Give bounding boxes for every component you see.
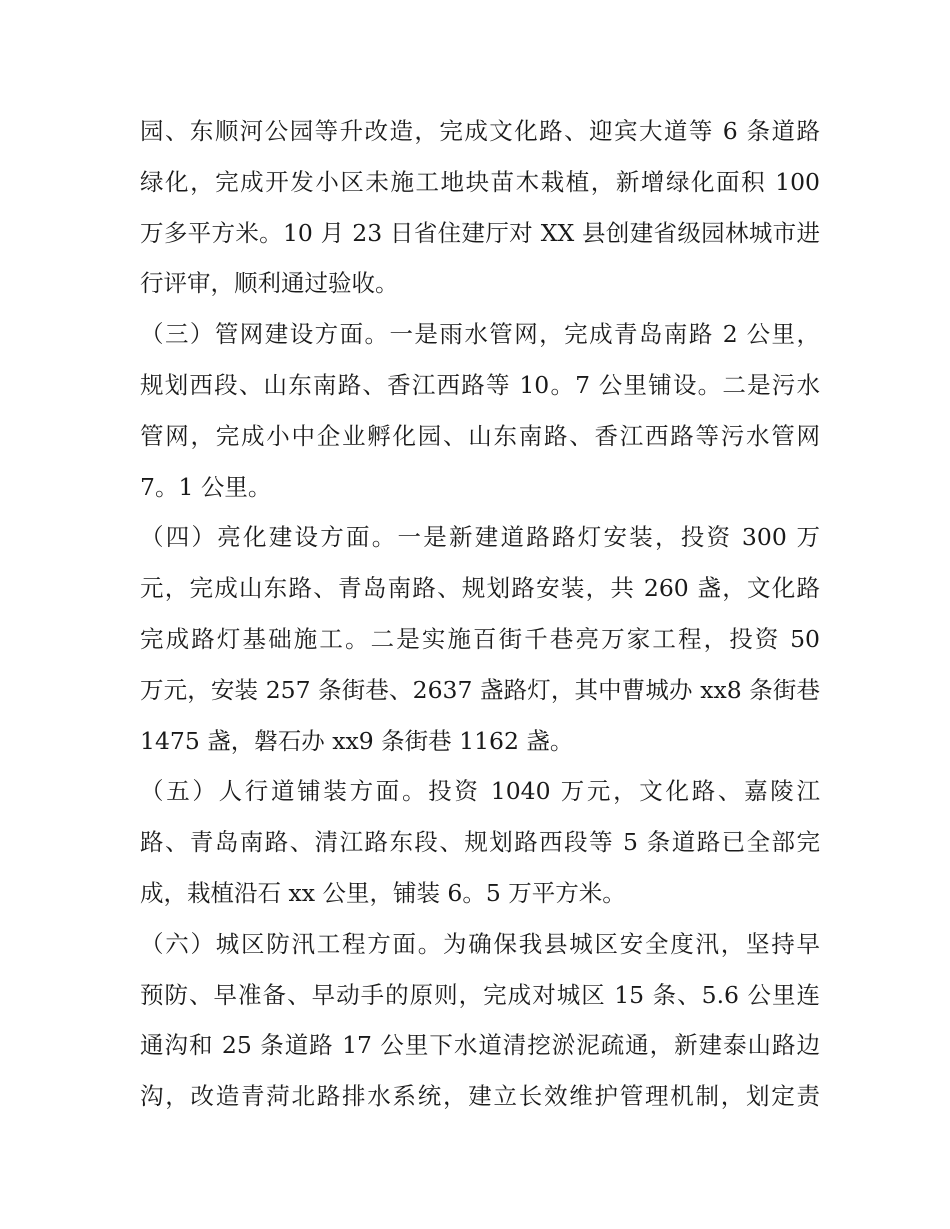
text-line: （五）人行道铺装方面。投资 1040 万元，文化路、嘉陵江 (140, 777, 820, 806)
text-line: （六）城区防汛工程方面。为确保我县城区安全度汛，坚持早 (140, 929, 820, 958)
text-line: 7。1 公里。 (140, 472, 272, 501)
text-line: 完成路灯基础施工。二是实施百街千巷亮万家工程，投资 50 (140, 624, 820, 653)
text-line: 元，完成山东路、青岛南路、规划路安装，共 260 盏，文化路 (140, 574, 820, 603)
text-line: （四）亮化建设方面。一是新建道路路灯安装，投资 300 万 (140, 523, 820, 552)
text-line: （三）管网建设方面。一是雨水管网，完成青岛南路 2 公里， (140, 320, 820, 349)
text-line: 万元，安装 257 条街巷、2637 盏路灯，其中曹城办 xx8 条街巷 (140, 675, 820, 704)
body-text (140, 106, 820, 1122)
text-line: 管网，完成小中企业孵化园、山东南路、香江西路等污水管网 (140, 421, 820, 450)
text-line: 绿化，完成开发小区未施工地块苗木栽植，新增绿化面积 100 (140, 167, 820, 196)
text-line: 通沟和 25 条道路 17 公里下水道清挖淤泥疏通，新建泰山路边 (140, 1031, 820, 1060)
text-line: 行评审，顺利通过验收。 (140, 269, 399, 298)
text-line: 万多平方米。10 月 23 日省住建厅对 XX 县创建省级园林城市进 (140, 218, 820, 247)
text-line: 沟，改造青菏北路排水系统，建立长效维护管理机制，划定责 (140, 1082, 820, 1111)
text-line: 规划西段、山东南路、香江西路等 10。7 公里铺设。二是污水 (140, 370, 820, 399)
text-line: 园、东顺河公园等升改造，完成文化路、迎宾大道等 6 条道路 (140, 117, 820, 145)
text-line: 1475 盏，磐石办 xx9 条街巷 1162 盏。 (140, 726, 574, 755)
text-line: 成，栽植沿石 xx 公里，铺装 6。5 万平方米。 (140, 878, 626, 907)
text-line: 路、青岛南路、清江路东段、规划路西段等 5 条道路已全部完 (140, 828, 820, 857)
text-line: 预防、早准备、早动手的原则，完成对城区 15 条、5.6 公里连 (140, 980, 820, 1009)
